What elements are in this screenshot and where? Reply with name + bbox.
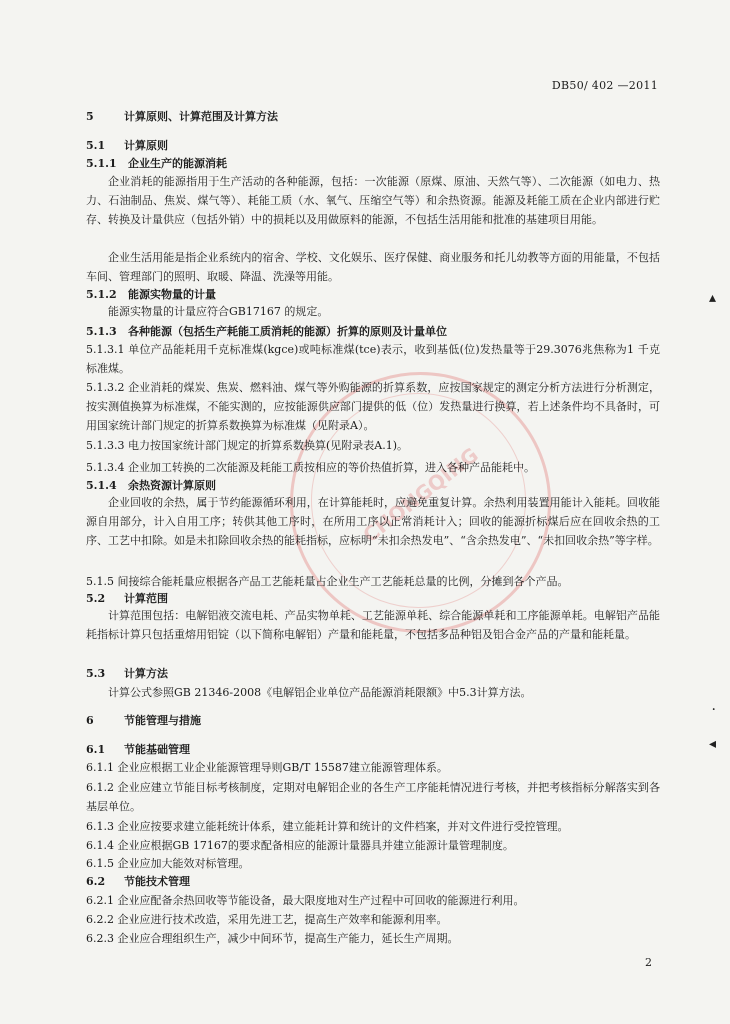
- section-number: 5: [86, 110, 94, 123]
- paragraph-5-1-4: 企业回收的余热，属于节约能源循环利用，在计算能耗时，应避免重复计算。余热利用装置用能计入能耗。回收能源自用部分，计入自用工序；转供其他工序时，在所用工序以正常消耗计入；回收的能源折标煤后应在回收余热的工序、工艺中扣除。如是未扣除回收余热的能耗指标，应标明“未扣余热发电”、“含余热发电”、“未扣回收余热”等字样。: [86, 496, 660, 547]
- paragraph-5-1-3-2: 5.1.3.2 企业消耗的煤炭、焦炭、燃料油、煤气等外购能源的折算系数，应按国家规定的测定分析方法进行分析测定，按实测值换算为标准煤，不能实测的，应按能源供应部门提供的低（位）发热量进行换算，若上述条件均不具备时，可用国家统计部门规定的折算系数换算为标准煤（见附录A）。: [86, 381, 660, 432]
- section-number: 5.1.1: [86, 157, 117, 170]
- paragraph-6-2-2: 6.2.2 企业应进行技术改造，采用先进工艺，提高生产效率和能源利用率。: [86, 913, 448, 926]
- section-title: 余热资源计算原则: [128, 479, 216, 492]
- paragraph-5-1-3-3: 5.1.3.3 电力按国家统计部门规定的折算系数换算(见附录表A.1)。: [86, 439, 409, 452]
- paragraph-6-1-2: 6.1.2 企业应建立节能目标考核制度，定期对电解铝企业的各生产工序能耗情况进行考核，并把考核指标分解落实到各基层单位。: [86, 781, 660, 813]
- section-number: 6: [86, 714, 94, 727]
- paragraph-5-2: 计算范围包括：电解铝液交流电耗、产品实物单耗、工艺能源单耗、综合能源单耗和工序能源单耗。电解铝产品能耗指标计算只包括重熔用铝锭（以下简称电解铝）产量和能耗量，不包括多品种铝及铝合金产品的产量和能耗量。: [86, 609, 660, 641]
- paragraph-6-2-3: 6.2.3 企业应合理组织生产，减少中间环节，提高生产能力，延长生产周期。: [86, 932, 459, 945]
- section-5-3-heading: [86, 666, 168, 681]
- section-5-2-heading: [86, 591, 168, 606]
- section-5-1-heading: [86, 138, 168, 153]
- paragraph-6-2-1: 6.2.1 企业应配备余热回收等节能设备，最大限度地对生产过程中可回收的能源进行利用。: [86, 894, 525, 907]
- section-title: 节能管理与措施: [124, 714, 201, 727]
- section-number: 5.2: [86, 592, 106, 605]
- scan-artifact-mark: ◂: [708, 736, 716, 752]
- section-number: 6.1: [86, 743, 106, 756]
- paragraph-6-1-1: 6.1.1 企业应根据工业企业能源管理导则GB/T 15587建立能源管理体系。: [86, 761, 448, 774]
- paragraph-5-1-3-1: 5.1.3.1 单位产品能耗用千克标准煤(kgce)或吨标准煤(tce)表示，收到基低(位)发热量等于29.3076兆焦称为1 千克标准煤。: [86, 343, 660, 375]
- section-5-1-1-heading: [86, 156, 227, 171]
- section-title: 节能技术管理: [124, 875, 190, 888]
- paragraph-5-1-5: 5.1.5 间接综合能耗量应根据各产品工艺能耗量占企业生产工艺能耗总量的比例，分摊到各个产品。: [86, 575, 569, 588]
- section-number: 5.1: [86, 139, 106, 152]
- section-6-heading: [86, 713, 201, 728]
- page-number: 2: [645, 956, 652, 969]
- section-5-1-2-heading: [86, 287, 216, 302]
- section-5-heading: [86, 109, 278, 124]
- paragraph-5-1-2: 能源实物量的计量应符合GB17167 的规定。: [108, 305, 329, 318]
- section-6-1-heading: [86, 742, 190, 757]
- section-number: 5.3: [86, 667, 106, 680]
- stamp-text: CHONGQING: [358, 442, 483, 548]
- section-5-1-4-heading: [86, 478, 216, 493]
- paragraph-5-3: 计算公式参照GB 21346-2008《电解铝企业单位产品能源消耗限额》中5.3计算方法。: [108, 686, 532, 699]
- section-title: 节能基础管理: [124, 743, 190, 756]
- scan-artifact-mark: ·: [711, 702, 716, 718]
- section-number: 6.2: [86, 875, 106, 888]
- section-title: 计算方法: [124, 667, 168, 680]
- scan-artifact-mark: ▴: [708, 290, 716, 306]
- standard-code: DB50/ 402 —2011: [551, 79, 658, 92]
- section-title: 计算原则、计算范围及计算方法: [124, 110, 278, 123]
- section-number: 5.1.4: [86, 479, 117, 492]
- paragraph-5-1-1-b: 企业生活用能是指企业系统内的宿舍、学校、文化娱乐、医疗保健、商业服务和托儿幼教等方面的用能量，不包括车间、管理部门的照明、取暖、降温、洗澡等用能。: [86, 251, 660, 283]
- paragraph-5-1-1-a: 企业消耗的能源指用于生产活动的各种能源，包括：一次能源（原煤、原油、天然气等）、二次能源（如电力、热力、石油制品、焦炭、煤气等）、耗能工质（水、氧气、压缩空气等）和余热资源。能源及耗能工质在企业内部进行贮存、转换及计量供应（包括外销）中的损耗以及用做原料的能源，不包括生活用能和批准的基建项目用能。: [86, 175, 660, 226]
- paragraph-6-1-5: 6.1.5 企业应加大能效对标管理。: [86, 857, 250, 870]
- section-title: 计算原则: [124, 139, 168, 152]
- section-title: 计算范围: [124, 592, 168, 605]
- section-title: 企业生产的能源消耗: [128, 157, 227, 170]
- paragraph-5-1-3-4: 5.1.3.4 企业加工转换的二次能源及耗能工质按相应的等价热值折算，进入各种产品能耗中。: [86, 461, 535, 474]
- section-title: 各种能源（包括生产耗能工质消耗的能源）折算的原则及计量单位: [128, 325, 447, 338]
- section-number: 5.1.3: [86, 325, 117, 338]
- section-number: 5.1.2: [86, 288, 117, 301]
- section-title: 能源实物量的计量: [128, 288, 216, 301]
- section-5-1-3-heading: [86, 324, 447, 339]
- section-6-2-heading: [86, 874, 190, 889]
- paragraph-6-1-4: 6.1.4 企业应根据GB 17167的要求配备相应的能源计量器具并建立能源计量管理制度。: [86, 839, 514, 852]
- paragraph-6-1-3: 6.1.3 企业应按要求建立能耗统计体系，建立能耗计算和统计的文件档案，并对文件进行受控管理。: [86, 820, 569, 833]
